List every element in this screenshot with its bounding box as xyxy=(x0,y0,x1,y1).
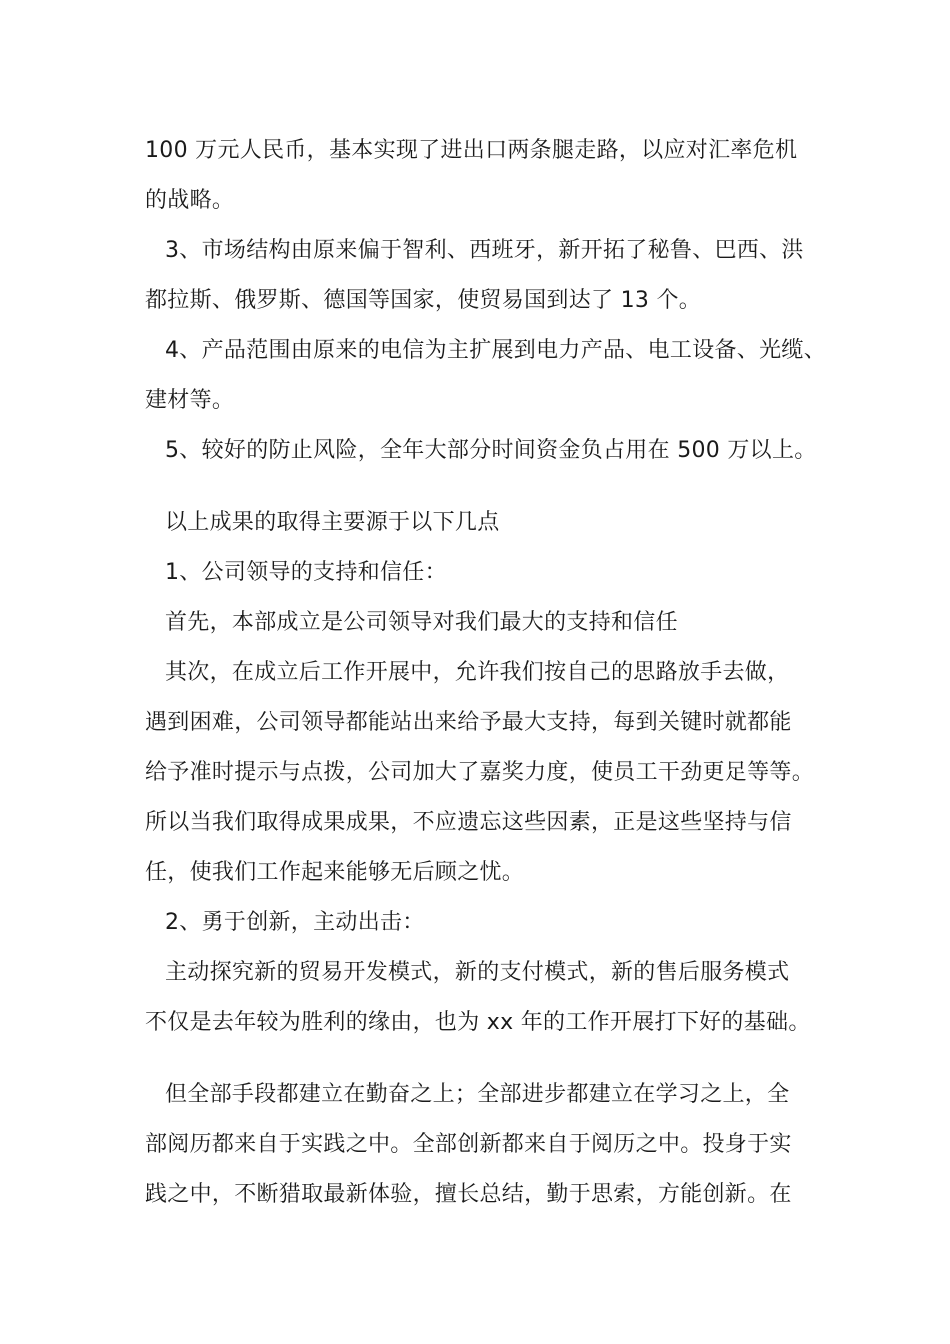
text-line: 建材等。 xyxy=(145,388,235,413)
text-line: 首先，本部成立是公司领导对我们最大的支持和信任 xyxy=(165,610,678,635)
text-line: 的战略。 xyxy=(145,188,235,213)
text-line: 任，使我们工作起来能够无后顾之忧。 xyxy=(145,860,525,885)
text-line: 都拉斯、俄罗斯、德国等国家，使贸易国到达了 13 个。 xyxy=(145,288,702,313)
text-line: 主动探究新的贸易开发模式，新的支付模式，新的售后服务模式 xyxy=(165,960,790,985)
text-line: 不仅是去年较为胜利的缘由，也为 xx 年的工作开展打下好的基础。 xyxy=(145,1010,811,1035)
text-line: 但全部手段都建立在勤奋之上；全部进步都建立在学习之上，全 xyxy=(165,1082,790,1107)
text-line: 2、勇于创新，主动出击： xyxy=(165,910,425,935)
text-line: 1、公司领导的支持和信任： xyxy=(165,560,447,585)
text-line: 所以当我们取得成果成果，不应遗忘这些因素，正是这些坚持与信 xyxy=(145,810,792,835)
text-line: 其次，在成立后工作开展中，允许我们按自己的思路放手去做， xyxy=(165,660,790,685)
text-line: 遇到困难，公司领导都能站出来给予最大支持，每到关键时就都能 xyxy=(145,710,792,735)
text-line: 100 万元人民币，基本实现了进出口两条腿走路，以应对汇率危机 xyxy=(145,138,798,163)
text-line: 践之中，不断猎取最新体验，擅长总结，勤于思索，方能创新。在 xyxy=(145,1182,792,1207)
text-line: 部阅历都来自于实践之中。全部创新都来自于阅历之中。投身于实 xyxy=(145,1132,792,1157)
text-line: 3、市场结构由原来偏于智利、西班牙，新开拓了秘鲁、巴西、洪 xyxy=(165,238,804,263)
text-line: 4、产品范围由原来的电信为主扩展到电力产品、电工设备、光缆、 xyxy=(165,338,826,363)
text-line: 5、较好的防止风险，全年大部分时间资金负占用在 500 万以上。 xyxy=(165,438,817,463)
text-line: 以上成果的取得主要源于以下几点 xyxy=(165,510,500,535)
text-line: 给予准时提示与点拨，公司加大了嘉奖力度，使员工干劲更足等等。 xyxy=(145,760,815,785)
